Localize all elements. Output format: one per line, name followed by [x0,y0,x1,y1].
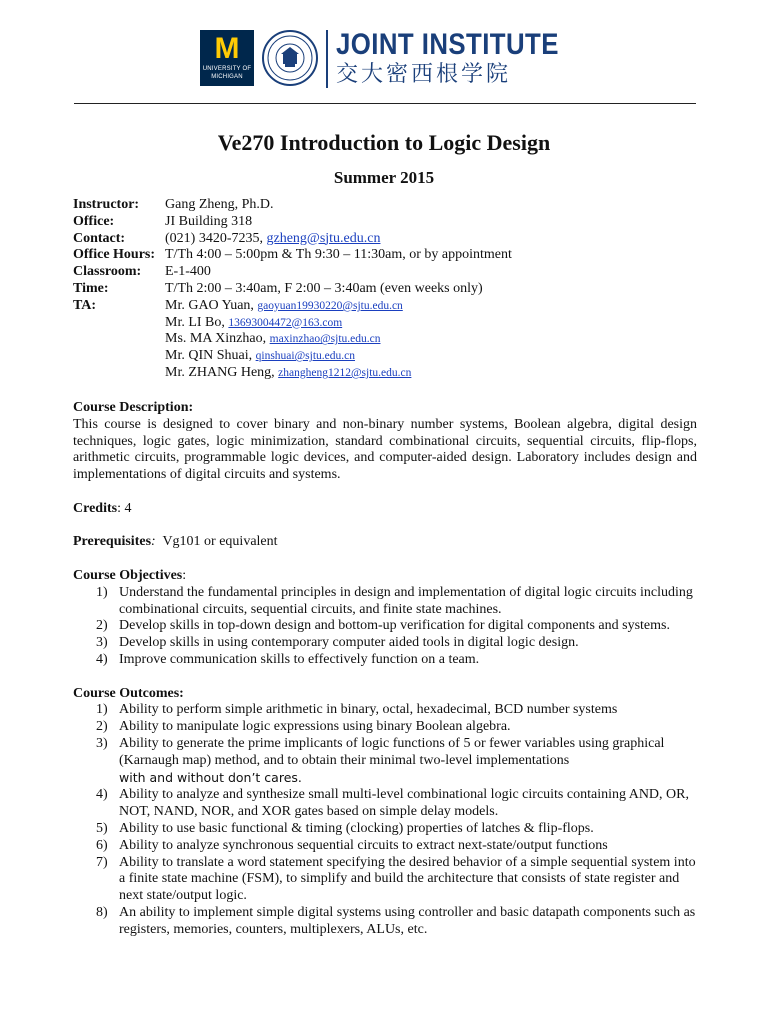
umich-logo-line1: UNIVERSITY OF [202,66,252,72]
office-label: Office: [73,213,115,229]
ta-entry [165,365,411,382]
prerequisites-label: Prerequisites [73,534,152,550]
credits-value: 4 [124,500,132,516]
list-item: 6) Ability to analyze synchronous sequential circuits to extract next-state/output functions [96,837,608,853]
office-hours-row [73,247,713,264]
course-description-text: This course is designed to cover binary and non-binary number systems, Boolean algebra, digital design techniques, logic gates, logic minimization, standard combinational circuits, sequential circuits, flip-flops, arithmetic circuits, programmable logic devices, and computer-aided design. Laboratory includes design and implementations of digital circuits and systems. [73,416,697,483]
office-row [73,214,713,231]
list-item: 2) Develop skills in top-down design and bottom-up verification for digital components and systems. [96,618,670,634]
classroom-row [73,264,713,281]
list-item: 3) Develop skills in using contemporary computer aided tools in digital logic design. [96,635,579,651]
ta-row [73,348,713,365]
contact-label: Contact: [73,230,126,246]
seal-graphic-icon [264,32,316,84]
list-item: 5) Ability to use basic functional & timing (clocking) properties of latches & flip-flops. [96,820,594,836]
list-item: 8) An ability to implement simple digital systems using controller and basic datapath components such as registers, memories, counters, multiplexers, ALUs, etc. [96,904,696,937]
credits-line: Credits: 4 [73,500,132,516]
ta-name: Ms. MA Xinzhao, [165,331,270,347]
ta-entry [165,298,403,315]
instructor-value: Gang Zheng, Ph.D. [165,197,274,212]
ta-email-link[interactable]: maxinzhao@sjtu.edu.cn [269,333,381,346]
list-item: 4) Ability to analyze and synthesize small multi-level combinational logic circuits containing AND, OR, NOT, NAND, NOR, and XOR gates based on simple delay models. [96,787,689,820]
objectives-list [73,585,697,669]
list-item: 1) Understand the fundamental principles in design and implementation of digital logic circuits including combinational circuits, sequential circuits, and finite state machines. [96,584,693,617]
course-title: Ve270 Introduction to Logic Design [217,130,551,155]
time-row [73,281,713,298]
outcomes-list [73,702,697,938]
list-item: 4) Improve communication skills to effectively function on a team. [96,651,480,667]
list-item: 1) Ability to perform simple arithmetic in binary, octal, hexadecimal, BCD number systems [96,702,618,718]
letterhead [200,26,580,92]
syllabus-body [73,400,697,939]
ta-name: Mr. LI Bo, [165,314,229,330]
time-value: T/Th 2:00 – 3:40am, F 2:00 – 3:40am (even weeks only) [165,280,483,296]
logo-divider [326,30,328,88]
ta-email-link[interactable]: gaoyuan19930220@sjtu.edu.cn [257,299,403,312]
umich-logo-letter: M [214,32,240,65]
ta-row [73,298,713,315]
ta-name: Mr. ZHANG Heng, [165,364,279,380]
ta-label: TA: [73,297,97,313]
objectives-heading: Course Objectives: [73,567,187,583]
course-info-block [73,197,713,382]
office-hours-label: Office Hours: [73,247,156,263]
classroom-value: E-1-400 [165,264,211,280]
contact-phone: (021) 3420-7235, [165,230,267,246]
office-hours-value: T/Th 4:00 – 5:00pm & Th 9:30 – 11:30am, or by appointment [165,247,512,263]
list-item: 3) Ability to generate the prime implicants of logic functions of 5 or fewer variables using graphical (Karnaugh map) method, and to obtain their minimal two-level implementations with and without don’t cares. [96,735,665,785]
umich-logo-line2: MICHIGAN [211,74,243,80]
ta-entry [165,348,355,365]
time-label: Time: [73,280,109,296]
ta-row [73,365,713,382]
ta-name: Mr. QIN Shuai, [165,348,256,364]
ta-entry [165,315,342,332]
credits-label: Credits [73,500,118,516]
contact-value [165,231,380,248]
ta-email-link[interactable]: 13693004472@163.com [228,316,343,329]
office-value: JI Building 318 [165,213,253,229]
ta-name: Mr. GAO Yuan, [165,297,258,313]
classroom-label: Classroom: [73,264,142,280]
prerequisites-value: Vg101 or equivalent [155,534,278,550]
ta-entry [165,331,381,348]
ta-row [73,331,713,348]
contact-row [73,231,713,248]
course-description-heading: Course Description: [73,400,194,415]
instructor-label: Instructor: [73,197,140,212]
sjtu-seal-logo [262,30,318,86]
prerequisites-line: Prerequisites: Vg101 or equivalent [73,534,278,550]
list-item: 7) Ability to translate a word statement specifying the desired behavior of a simple sequential system into a finite state machine (FSM), to simplify and build the architecture that consists of state register and next state/output logic. [96,854,696,904]
institute-name-english: JOINT INSTITUTE [336,28,559,61]
list-item: 2) Ability to manipulate logic expressions using binary Boolean algebra. [96,719,511,735]
instructor-email-link[interactable]: gzheng@sjtu.edu.cn [266,230,381,246]
ta-email-link[interactable]: qinshuai@sjtu.edu.cn [255,350,356,363]
outcomes-heading: Course Outcomes: [73,685,184,701]
instructor-row [73,197,713,214]
header-rule [74,103,696,104]
ta-email-link[interactable]: zhangheng1212@sjtu.edu.cn [278,366,412,379]
course-term: Summer 2015 [333,168,435,187]
ta-row [73,315,713,332]
university-of-michigan-logo [200,30,254,86]
institute-name-chinese: 交大密西根学院 [336,62,512,87]
